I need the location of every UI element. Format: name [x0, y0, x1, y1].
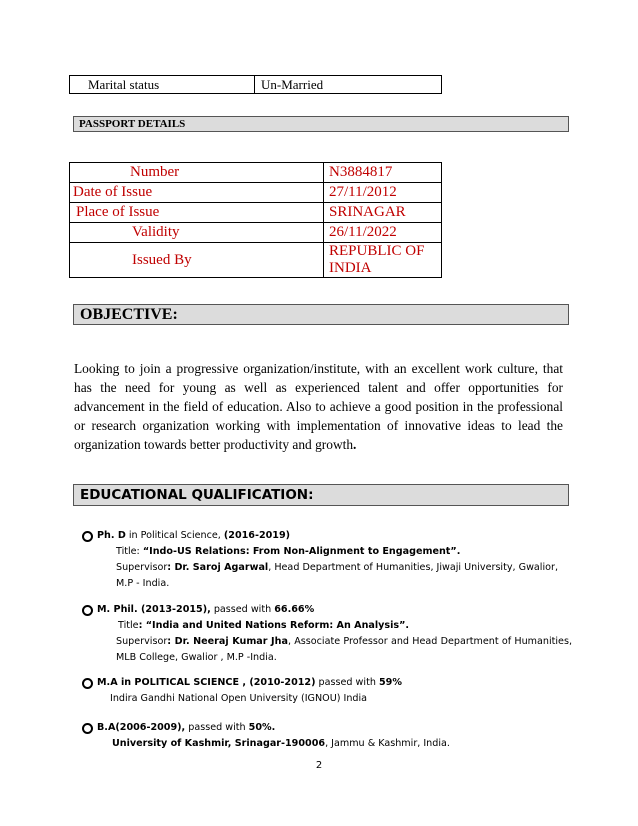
table-row [70, 183, 442, 203]
phd-supervisor-line [82, 560, 572, 592]
mphil-entry [82, 602, 572, 666]
place-of-issue-value: SRINAGAR [324, 203, 442, 223]
ba-entry [82, 720, 572, 752]
passport-table [69, 162, 442, 278]
mphil-degree: M. Phil. (2013-2015), [97, 604, 211, 615]
table-row [70, 223, 442, 243]
mphil-supervisor: : Dr. Neeraj Kumar Jha [167, 636, 288, 647]
phd-supervisor-rest: , Head Department of Humanities, Jiwaji University, Gwalior, M.P - India. [116, 562, 558, 589]
circle-bullet-icon [82, 678, 93, 689]
mphil-passed: passed with [210, 604, 275, 615]
objective-text: Looking to join a progressive organization/institute, with an excellent work culture, that has the need for young as well as experienced talent and offer opportunities for advancement in the field of education. Also to achieve a good position in the professional or research organization working with implementation of innovative ideas to lead the organization towards better productivity and growth [74, 361, 563, 452]
marital-status-label: Marital status [70, 76, 255, 94]
mphil-title: : “India and United Nations Reform: An Analysis”. [138, 620, 410, 631]
phd-title: “Indo-US Relations: From Non-Alignment to Engagement”. [142, 546, 461, 557]
marital-status-table [69, 75, 442, 94]
circle-bullet-icon [82, 723, 93, 734]
ba-score: 50%. [248, 722, 276, 733]
ba-location: , Jammu & Kashmir, India. [325, 738, 450, 749]
ba-degree: B.A(2006-2009), [97, 722, 186, 733]
ba-degree-line [82, 720, 572, 736]
ma-degree-line [82, 675, 572, 691]
page-number: 2 [315, 760, 323, 771]
ba-passed: passed with [185, 722, 249, 733]
mphil-supervisor-line [82, 634, 572, 666]
objective-end: . [353, 437, 357, 452]
issued-by-label: Issued By [70, 243, 324, 278]
phd-years: (2016-2019) [223, 530, 291, 541]
mphil-supervisor-label: Supervisor [116, 636, 168, 647]
phd-degree: Ph. D [97, 530, 126, 541]
passport-details-header: PASSPORT DETAILS [73, 116, 569, 132]
date-of-issue-value: 27/11/2012 [324, 183, 442, 203]
phd-title-label: Title: [116, 546, 143, 557]
mphil-title-label: Title [118, 620, 139, 631]
issued-by-value: REPUBLIC OF INDIA [324, 243, 442, 278]
validity-value: 26/11/2022 [324, 223, 442, 243]
objective-header: OBJECTIVE: [73, 304, 569, 325]
marital-status-value: Un-Married [255, 76, 442, 94]
ma-entry [82, 675, 572, 707]
phd-degree-line [82, 528, 572, 544]
ba-institution-line [82, 736, 572, 752]
ma-passed: passed with [315, 677, 379, 688]
educational-qualification-header: EDUCATIONAL QUALIFICATION: [73, 484, 569, 506]
mphil-supervisor-rest: , Associate Professor and Head Department of Humanities, MLB College, Gwalior , M.P -India. [116, 636, 573, 663]
table-row [70, 203, 442, 223]
phd-title-line [82, 544, 572, 560]
ma-institution: Indira Gandhi National Open University (IGNOU) India [110, 693, 368, 704]
mphil-title-line [82, 618, 572, 634]
circle-bullet-icon [82, 605, 93, 616]
table-row [70, 76, 442, 94]
date-of-issue-label: Date of Issue [70, 183, 324, 203]
validity-label: Validity [70, 223, 324, 243]
phd-supervisor-label: Supervisor [116, 562, 168, 573]
mphil-score: 66.66% [274, 604, 315, 615]
ma-degree: M.A in POLITICAL SCIENCE , (2010-2012) [97, 677, 316, 688]
phd-entry [82, 528, 572, 592]
place-of-issue-label: Place of Issue [70, 203, 324, 223]
passport-number-value: N3884817 [324, 163, 442, 183]
phd-supervisor: : Dr. Saroj Agarwal [167, 562, 269, 573]
ba-institution: University of Kashmir, Srinagar-190006 [112, 738, 326, 749]
table-row [70, 243, 442, 278]
phd-subject: in Political Science, [125, 530, 224, 541]
objective-paragraph [74, 359, 563, 454]
ma-score: 59% [378, 677, 402, 688]
mphil-degree-line [82, 602, 572, 618]
table-row [70, 163, 442, 183]
passport-number-label: Number [70, 163, 324, 183]
circle-bullet-icon [82, 531, 93, 542]
